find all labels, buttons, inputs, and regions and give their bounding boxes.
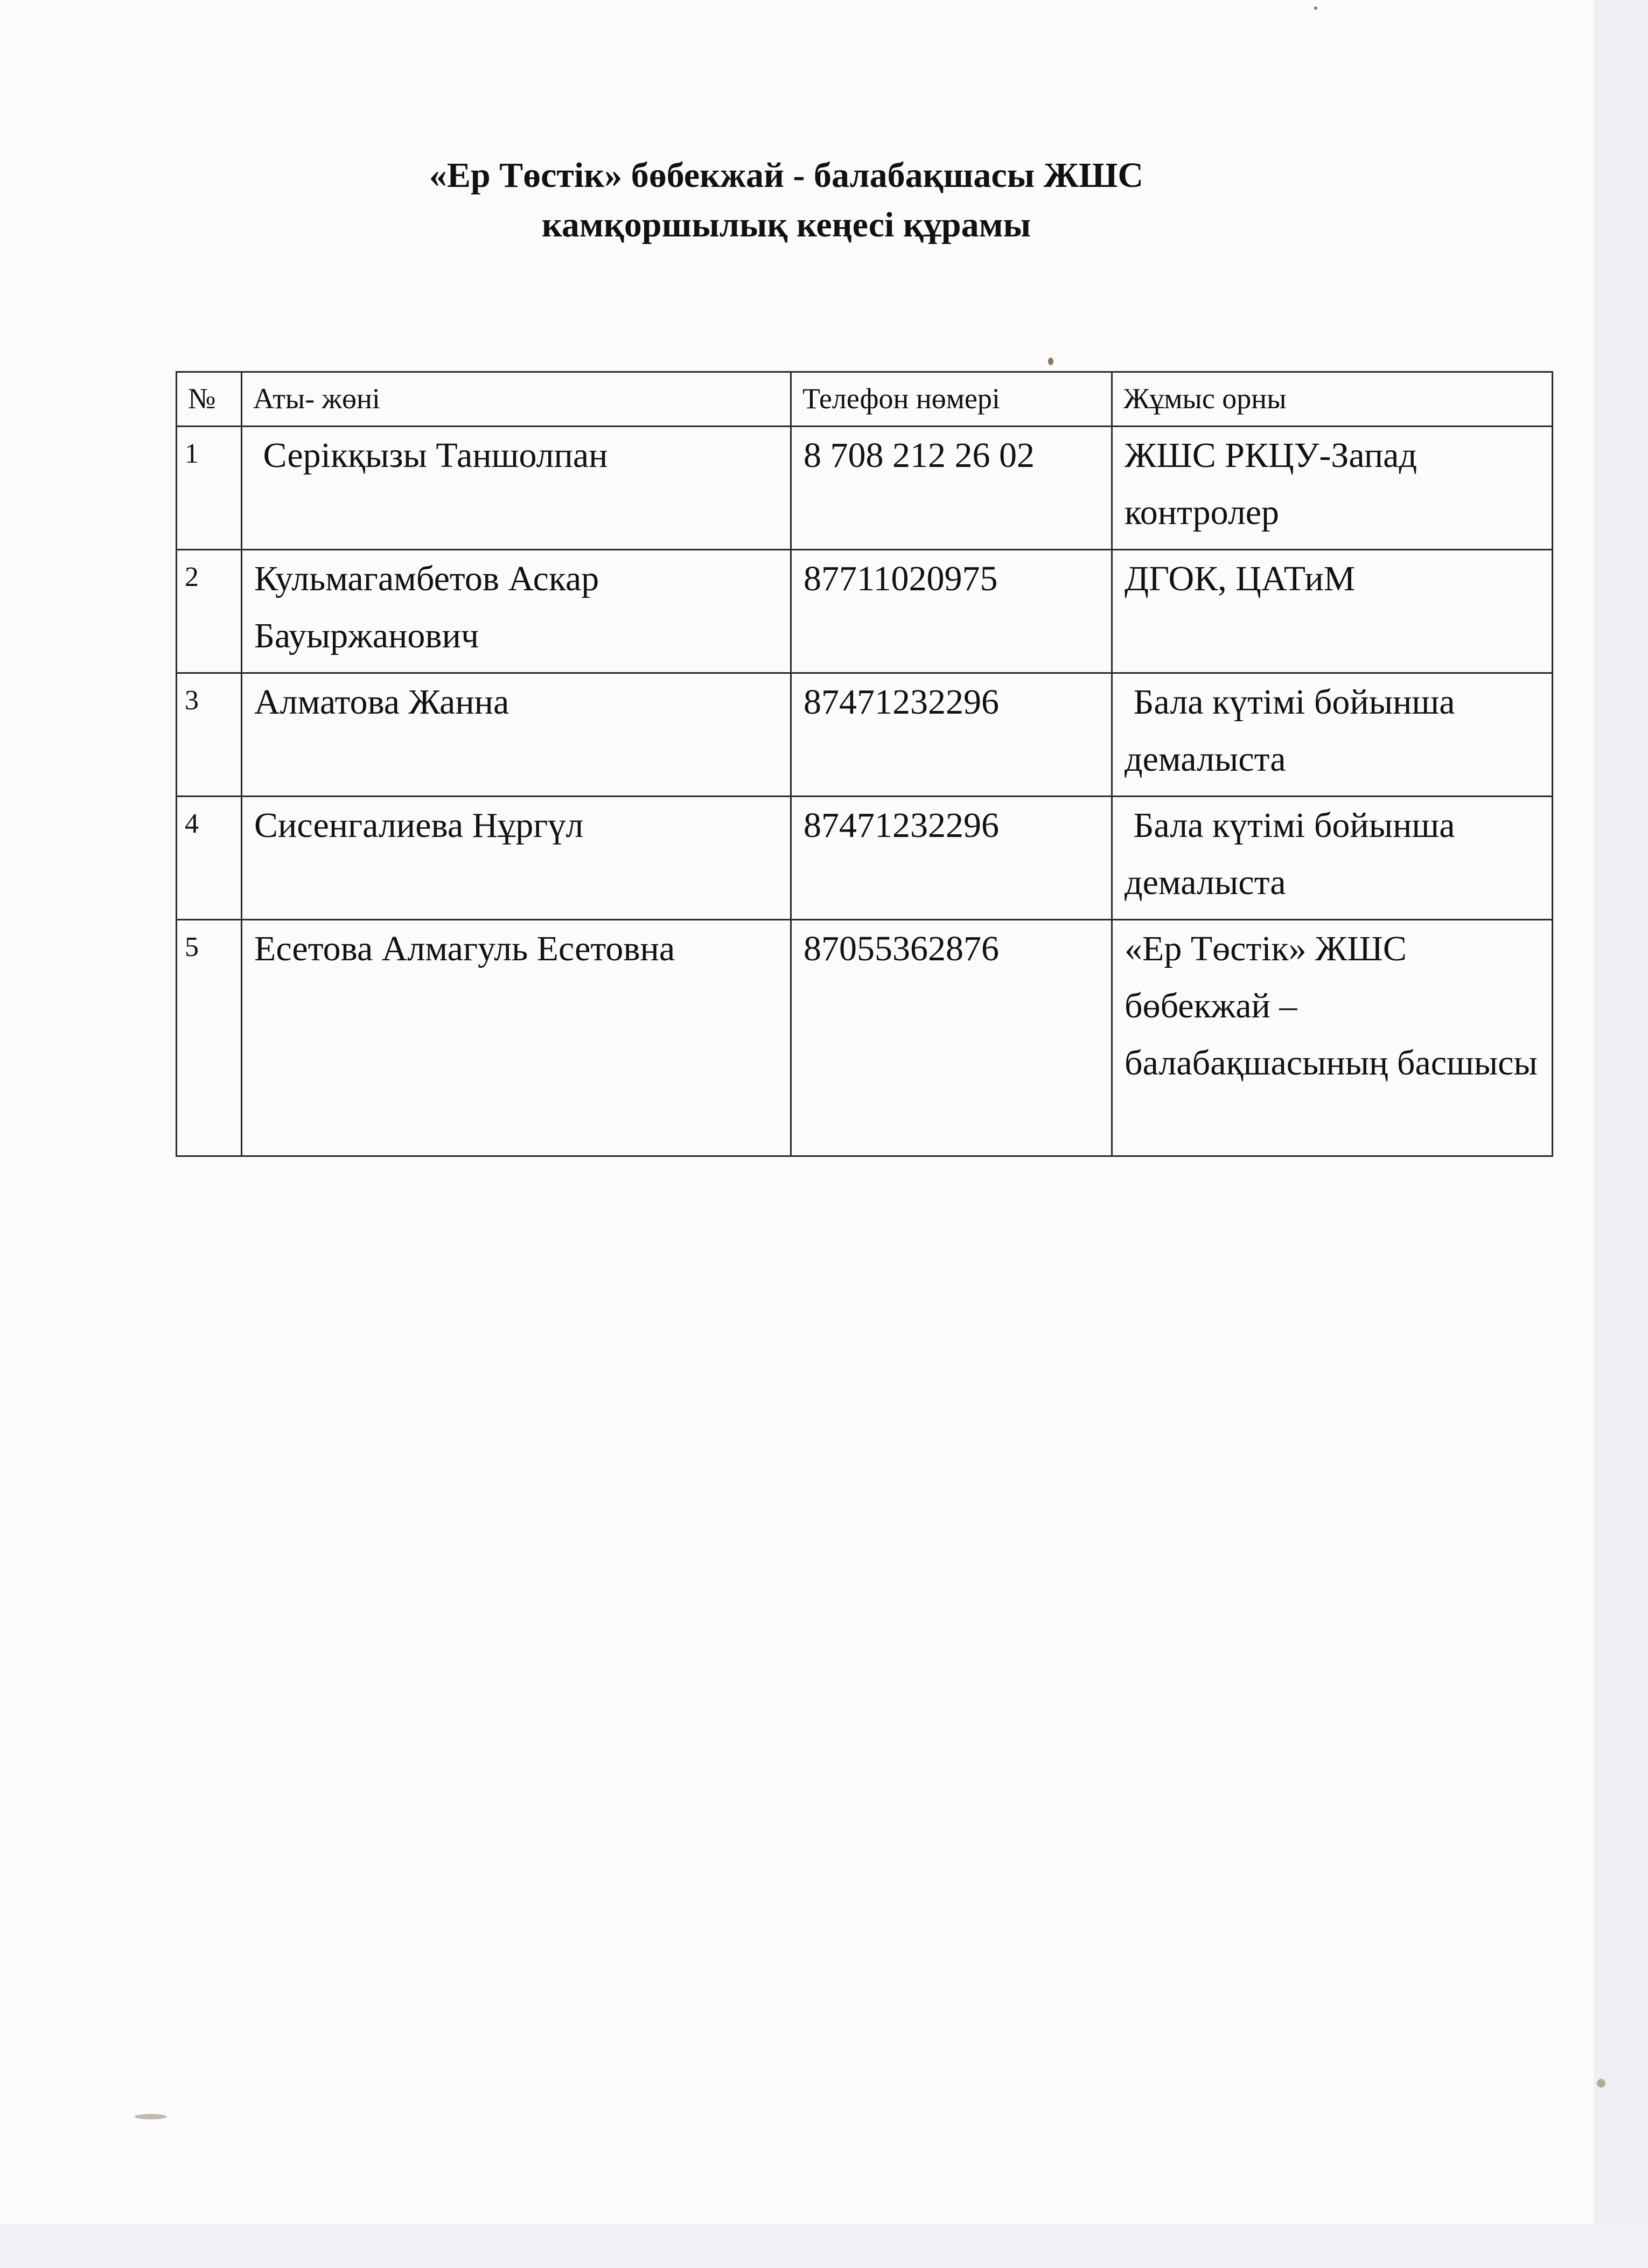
scan-speck — [1314, 6, 1317, 10]
header-workplace: Жұмыс орны — [1112, 372, 1553, 427]
document-title-line2: камқоршылық кеңесі құрамы — [541, 205, 1031, 245]
member-workplace: «Ер Төстік» ЖШС бөбекжай – балабақшасының басшысы — [1112, 920, 1553, 1156]
table-row — [177, 550, 1553, 673]
table-header-row — [177, 372, 1553, 427]
header-phone: Телефон нөмері — [791, 372, 1112, 427]
member-phone: 87471232296 — [791, 797, 1112, 920]
member-name: Сисенгалиева Нұргүл — [242, 797, 791, 920]
member-workplace: ЖШС РКЦУ-Запад контролер — [1112, 427, 1553, 550]
member-name: Алматова Жанна — [242, 673, 791, 797]
table-row — [177, 797, 1553, 920]
scan-speck — [1597, 2079, 1605, 2088]
row-number: 2 — [177, 550, 242, 673]
member-phone: 87471232296 — [791, 673, 1112, 797]
council-members-table — [176, 371, 1553, 1157]
member-name-text: Серікқызы Таншолпан — [254, 436, 608, 475]
row-number: 5 — [177, 920, 242, 1156]
row-number: 4 — [177, 797, 242, 920]
scan-edge-bottom — [0, 2224, 1648, 2268]
document-title-line1: «Ер Төстік» бөбекжай - балабақшасы ЖШС — [429, 156, 1144, 195]
table-row — [177, 920, 1553, 1156]
member-phone: 87055362876 — [791, 920, 1112, 1156]
member-name — [242, 427, 791, 550]
member-workplace — [1112, 673, 1553, 797]
scan-edge-right — [1594, 0, 1648, 2268]
member-name: Кульмагамбетов Аскар Бауыржанович — [242, 550, 791, 673]
member-workplace-text: Бала күтімі бойынша демалыста — [1125, 682, 1464, 779]
member-workplace — [1112, 797, 1553, 920]
row-number: 1 — [177, 427, 242, 550]
member-phone: 8 708 212 26 02 — [791, 427, 1112, 550]
header-full-name: Аты- жөні — [242, 372, 791, 427]
member-workplace-text: Бала күтімі бойынша демалыста — [1125, 806, 1464, 902]
scan-speck — [135, 2114, 167, 2119]
header-number: № — [177, 372, 242, 427]
member-workplace: ДГОК, ЦАТиМ — [1112, 550, 1553, 673]
scan-speck — [1048, 358, 1053, 365]
table-row — [177, 673, 1553, 797]
row-number: 3 — [177, 673, 242, 797]
table-row — [177, 427, 1553, 550]
member-name: Есетова Алмагуль Есетовна — [242, 920, 791, 1156]
member-phone: 87711020975 — [791, 550, 1112, 673]
